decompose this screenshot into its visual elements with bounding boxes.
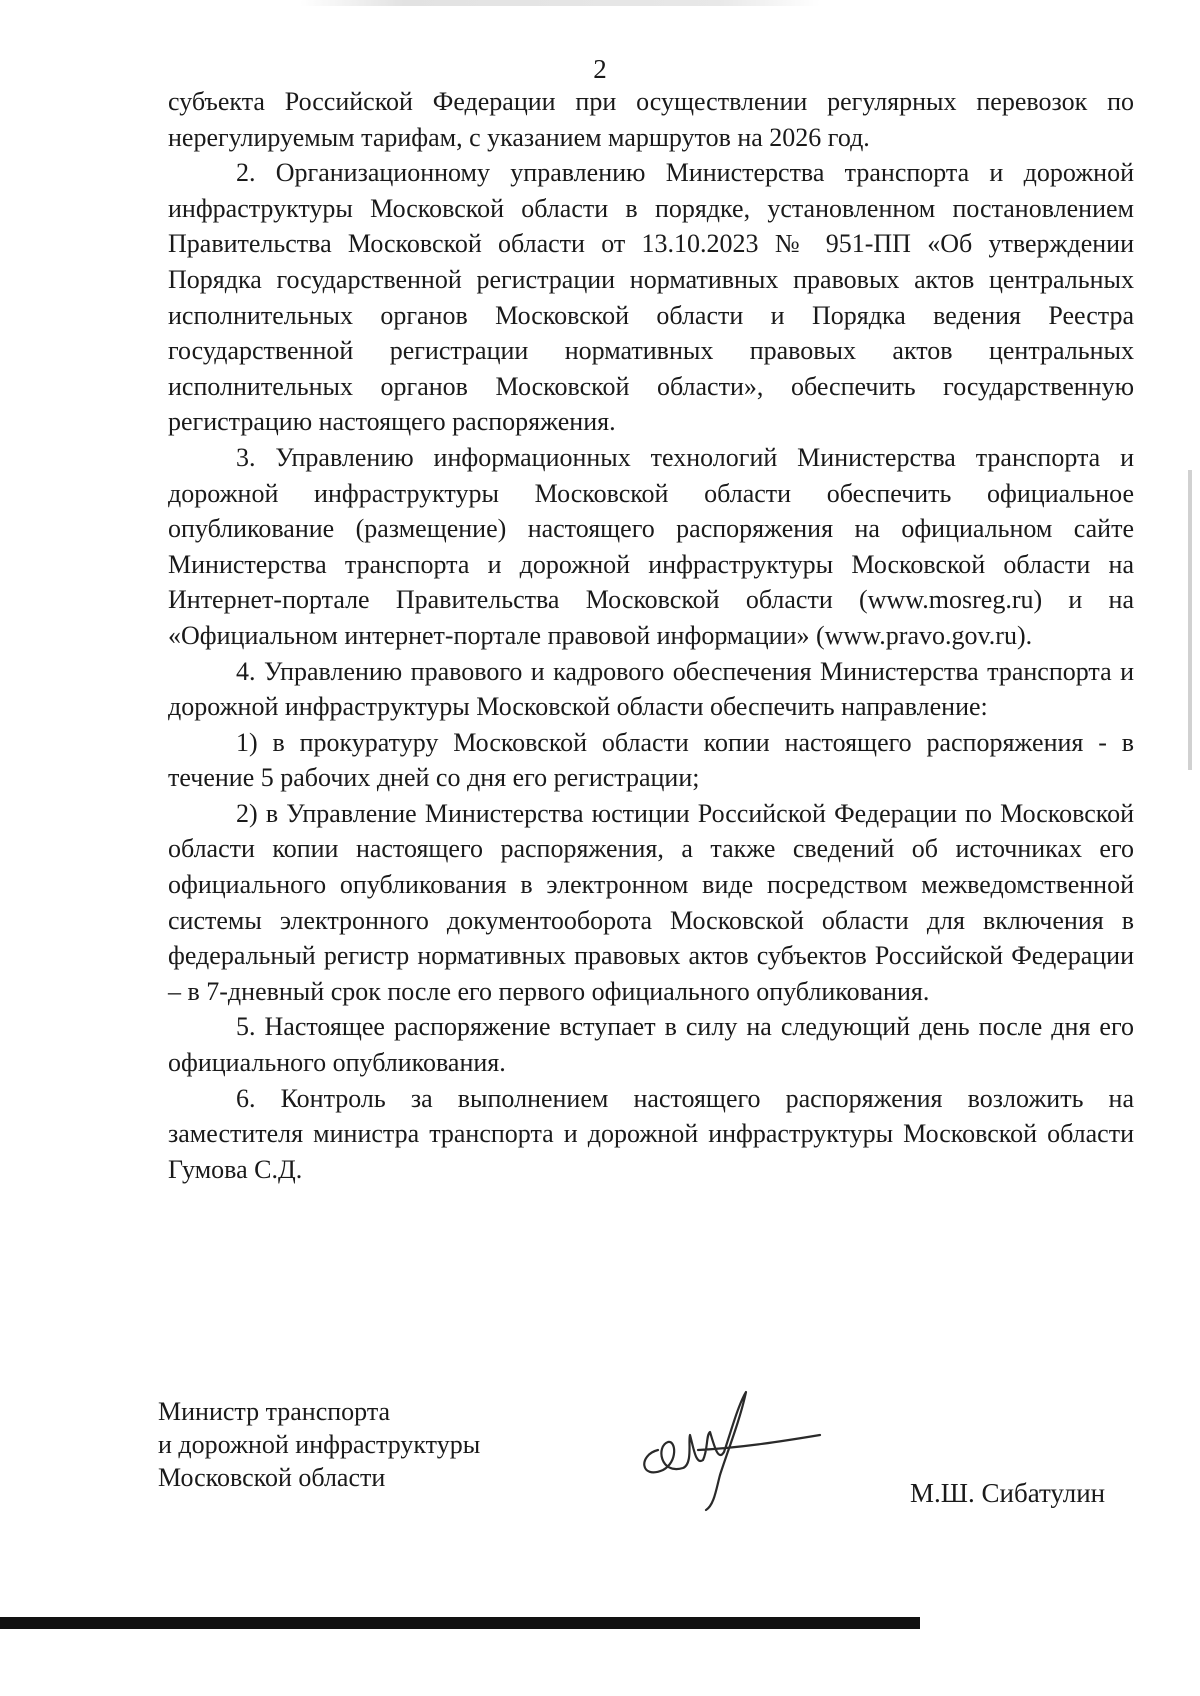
scan-artifact <box>300 0 820 6</box>
paragraph-subitem-1: 1) в прокуратуру Московской области копии настоящего распоряжения - в течение 5 рабочих дней со дня его регистрации; <box>168 727 1134 793</box>
signatory-title-line: и дорожной инфраструктуры <box>158 1430 481 1459</box>
paragraph-item-6: 6. Контроль за выполнением настоящего распоряжения возложить на заместителя министра транспорта и дорожной инфраструктуры Московской области Гумова С.Д. <box>168 1083 1134 1184</box>
signatory-title-line: Московской области <box>158 1463 386 1492</box>
paragraph-item-4: 4. Управлению правового и кадрового обеспечения Министерства транспорта и дорожной инфраструктуры Московской области обеспечить направление: <box>168 656 1134 722</box>
document-body <box>168 84 1134 1187</box>
signatory-name: М.Ш. Сибатулин <box>910 1478 1106 1508</box>
paragraph-item-2: 2. Организационному управлению Министерства транспорта и дорожной инфраструктуры Московской области в порядке, установленном постановлением Правительства Московской области от 13.10.2023 № 951-ПП «Об утверждении Порядка государственной регистрации нормативных правовых актов центральных исполнительных органов Московской области и Порядка ведения Реестра государственной регистрации нормативных правовых актов центральных исполнительных органов Московской области», обеспечить государственную регистрацию настоящего распоряжения. <box>168 158 1134 437</box>
page-number: 2 <box>593 54 607 84</box>
scan-bottom-edge <box>0 1617 920 1629</box>
paragraph-continuation: субъекта Российской Федерации при осуществлении регулярных перевозок по нерегулируемым тарифам, с указанием маршрутов на 2026 год. <box>168 87 1134 152</box>
handwritten-signature <box>628 1380 828 1515</box>
paragraph-item-3: 3. Управлению информационных технологий Министерства транспорта и дорожной инфраструктуры Московской области обеспечить официальное опубликование (размещение) настоящего распоряжения на официальном сайте Министерства транспорта и дорожной инфраструктуры Московской области на Интернет-портале Правительства Московской области (www.mosreg.ru) и на «Официальном интернет-портале правовой информации» (www.pravo.gov.ru). <box>168 442 1134 650</box>
paragraph-subitem-2: 2) в Управление Министерства юстиции Российской Федерации по Московской области копии настоящего распоряжения, а также сведений об источниках его официального опубликования в электронном виде посредством межведомственной системы электронного документооборота Московской области для включения в федеральный регистр нормативных правовых актов субъектов Российской Федерации – в 7-дневный срок после его первого официального опубликования. <box>168 798 1134 1006</box>
paragraph-item-5: 5. Настоящее распоряжение вступает в силу на следующий день после дня его официального опубликования. <box>168 1012 1134 1078</box>
signatory-title <box>158 1395 480 1494</box>
scan-edge <box>1188 470 1192 770</box>
signatory-title-line: Министр транспорта <box>158 1397 391 1426</box>
